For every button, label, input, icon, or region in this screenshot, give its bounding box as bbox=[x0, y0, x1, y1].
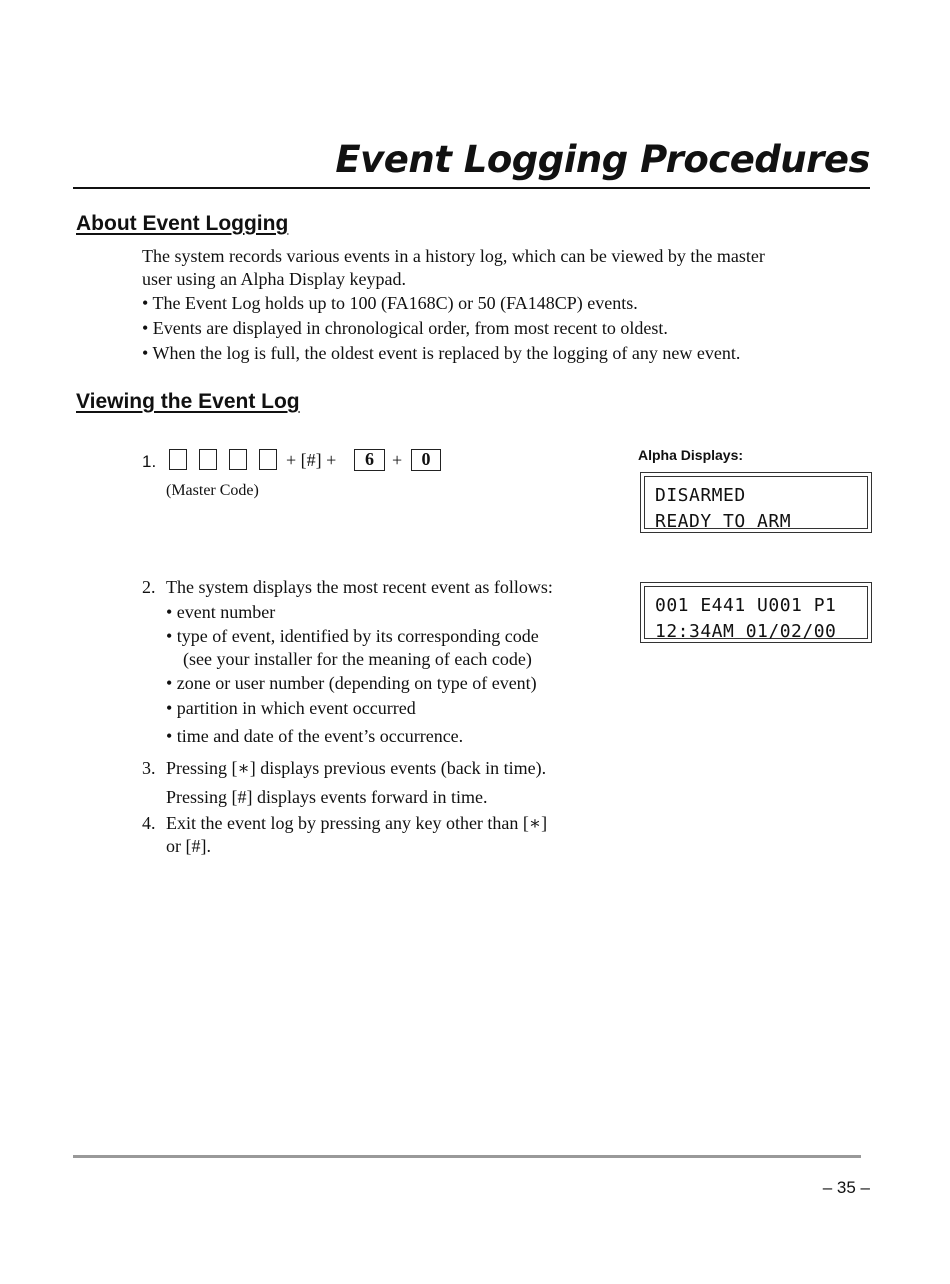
title-divider bbox=[73, 187, 870, 189]
page-title: Event Logging Procedures bbox=[335, 138, 870, 181]
viewing-heading: Viewing the Event Log bbox=[76, 390, 300, 413]
step-2-bullet-zone-user: • zone or user number (depending on type of event) bbox=[166, 673, 537, 693]
step-2-bullet-event-type: • type of event, identified by its corresponding code bbox=[166, 626, 539, 646]
plus-hash-plus: + [#] + bbox=[286, 450, 337, 470]
lcd-line-2: 12:34AM 01/02/00 bbox=[655, 621, 837, 642]
about-bullet-full-log: • When the log is full, the oldest event is replaced by the logging of any new event. bbox=[142, 343, 741, 363]
footer-divider bbox=[73, 1155, 861, 1158]
lcd-screen bbox=[644, 586, 868, 642]
about-intro-line-1: The system records various events in a history log, which can be viewed by the master bbox=[142, 246, 765, 266]
key-0: 0 bbox=[411, 449, 441, 471]
about-intro-line-2: user using an Alpha Display keypad. bbox=[142, 269, 406, 289]
alpha-displays-label: Alpha Displays: bbox=[638, 447, 744, 463]
step-2-number: 2. bbox=[142, 577, 156, 597]
step-4-line-1: Exit the event log by pressing any key other than [∗] bbox=[166, 813, 548, 833]
about-bullet-capacity: • The Event Log holds up to 100 (FA168C) or 50 (FA148CP) events. bbox=[142, 293, 638, 313]
about-bullet-order: • Events are displayed in chronological order, from most recent to oldest. bbox=[142, 318, 668, 338]
about-heading: About Event Logging bbox=[76, 212, 289, 235]
plus-sign: + bbox=[392, 450, 403, 470]
master-code-digit-box bbox=[169, 449, 187, 470]
step-2-bullet-partition: • partition in which event occurred bbox=[166, 698, 416, 718]
lcd-line-1: 001 E441 U001 P1 bbox=[655, 595, 837, 616]
step-2-bullet-time-date: • time and date of the event’s occurrence. bbox=[166, 726, 464, 746]
key-6: 6 bbox=[354, 449, 385, 471]
step-3-line-1: Pressing [∗] displays previous events (back in time). bbox=[166, 758, 547, 778]
lcd-screen bbox=[644, 476, 868, 532]
lcd-display-disarmed bbox=[640, 472, 872, 533]
page-number: – 35 – bbox=[822, 1178, 870, 1197]
step-4-line-2: or [#]. bbox=[166, 836, 211, 856]
lcd-line-1: DISARMED bbox=[655, 485, 746, 506]
master-code-caption: (Master Code) bbox=[166, 482, 259, 499]
lcd-display-event bbox=[640, 582, 872, 643]
step-4-number: 4. bbox=[142, 813, 156, 833]
step-2-bullet-event-number: • event number bbox=[166, 602, 276, 622]
step-2-intro: The system displays the most recent event as follows: bbox=[166, 577, 553, 597]
step-1-number: 1. bbox=[142, 452, 157, 471]
lcd-line-2: READY TO ARM bbox=[655, 511, 792, 532]
step-2-bullet-event-type-note: (see your installer for the meaning of each code) bbox=[183, 649, 532, 669]
master-code-digit-box bbox=[229, 449, 247, 470]
step-3-number: 3. bbox=[142, 758, 156, 778]
master-code-digit-box bbox=[259, 449, 277, 470]
master-code-digit-box bbox=[199, 449, 217, 470]
step-3-line-2: Pressing [#] displays events forward in time. bbox=[166, 787, 488, 807]
